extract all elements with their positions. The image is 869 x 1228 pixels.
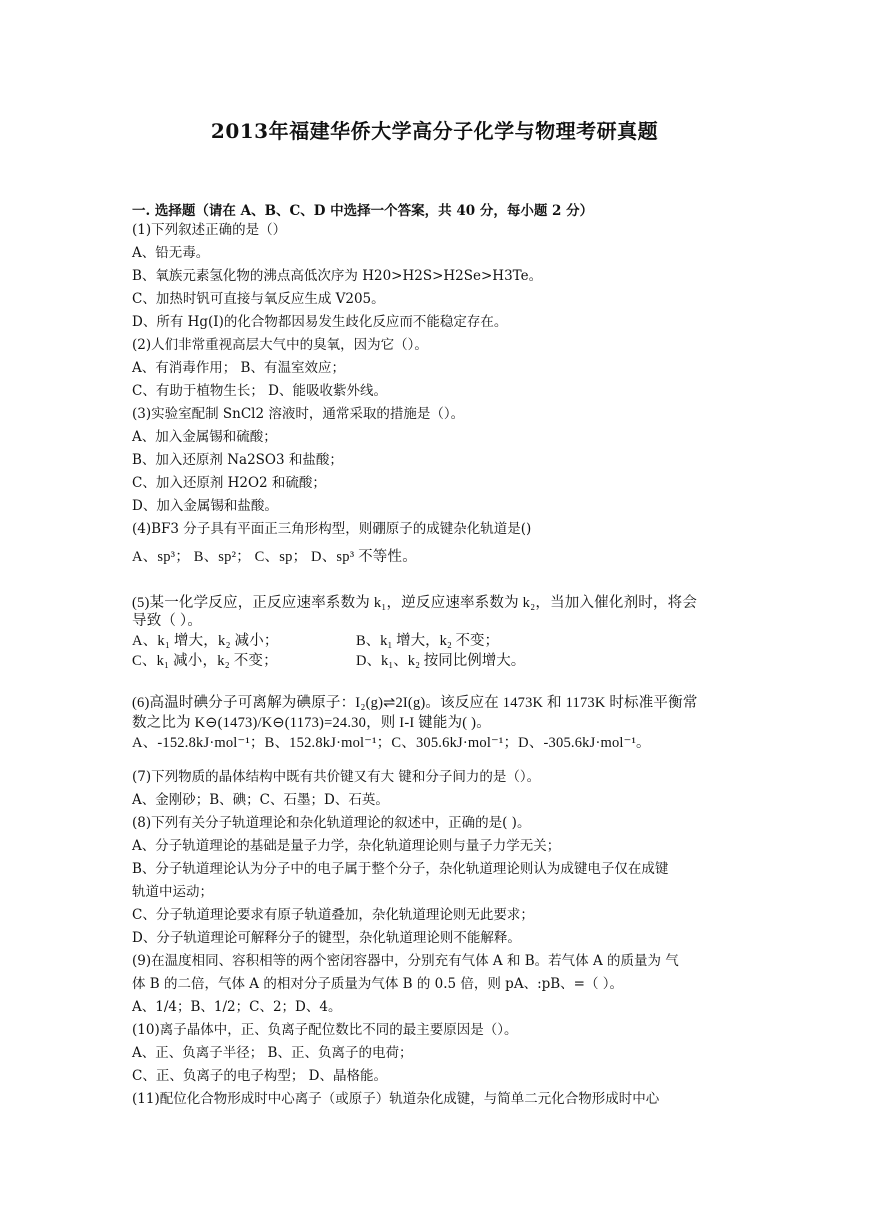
q6-options: A、-152.8kJ·mol⁻¹；B、152.8kJ·mol⁻¹；C、305.6kJ·mol⁻¹；D、-305.6kJ·mol⁻¹。 [132, 735, 651, 751]
q10-options-cd: C、正、负离子的电子构型； D、晶格能。 [132, 1068, 387, 1084]
q8-option-d: D、分子轨道理论可解释分子的键型，杂化轨道理论则不能解释。 [132, 930, 521, 946]
section-heading: 一. 选择题（请在 A、B、C、D 中选择一个答案，共 40 分，每小题 2 分） [132, 203, 594, 219]
q5-option-b: B、k₁ 增大，k₂ 不变； [356, 633, 500, 649]
q2-options-cd: C、有助于植物生长； D、能吸收紫外线。 [132, 383, 387, 399]
question-1: (1)下列叙述正确的是（） [132, 222, 287, 238]
question-9: (9)在温度相同、容积相等的两个密闭容器中，分别充有气体 A 和 B。若气体 A 的质量为 气 [132, 953, 679, 969]
q3-option-b: B、加入还原剂 Na2SO3 和盐酸； [132, 452, 343, 468]
q1-option-d: D、所有 Hg(Ⅰ)的化合物都因易发生歧化反应而不能稳定存在。 [132, 314, 508, 330]
q2-options-ab: A、有消毒作用； B、有温室效应； [132, 360, 345, 376]
q8-option-c: C、分子轨道理论要求有原子轨道叠加，杂化轨道理论则无此要求； [132, 907, 534, 923]
q7-options: A、金刚砂；B、碘；C、石墨；D、石英。 [132, 792, 389, 808]
question-7: (7)下列物质的晶体结构中既有共价键又有大 键和分子间力的是（）。 [132, 769, 541, 785]
q5-option-c: C、k₁ 减小，k₂ 不变； [132, 653, 278, 669]
question-10: (10)离子晶体中，正、负离子配位数比不同的最主要原因是（）。 [132, 1022, 518, 1038]
q5-option-a: A、k₁ 增大，k₂ 减小； [132, 633, 279, 649]
q8-option-a: A、分子轨道理论的基础是量子力学，杂化轨道理论则与量子力学无关； [132, 838, 561, 854]
document-title: 2013年福建华侨大学高分子化学与物理考研真题 [210, 119, 659, 143]
q4-options: A、sp³； B、sp²； C、sp； D、sp³ 不等性。 [132, 549, 417, 565]
q5-option-d: D、k₁、k₂ 按同比例增大。 [356, 653, 526, 669]
q8-option-b-cont: 轨道中运动； [132, 884, 213, 900]
question-5: (5)某一化学反应，正反应速率系数为 k₁，逆反应速率系数为 k₂，当加入催化剂时，将会 [132, 595, 698, 611]
question-5-cont: 导致（ ）。 [132, 613, 203, 629]
question-9-cont: 体 B 的二倍，气体 A 的相对分子质量为气体 B 的 0.5 倍，则 pA、:pB、=（ ）。 [132, 976, 624, 992]
q3-option-a: A、加入金属锡和硫酸； [132, 429, 277, 445]
question-3: (3)实验室配制 SnCl2 溶液时，通常采取的措施是（）。 [132, 406, 465, 422]
question-11: (11)配位化合物形成时中心离子（或原子）轨道杂化成键，与简单二元化合物形成时中心 [132, 1091, 660, 1107]
question-4: (4)BF3 分子具有平面正三角形构型，则硼原子的成键杂化轨道是() [132, 521, 532, 537]
q3-option-c: C、加入还原剂 H2O2 和硫酸； [132, 475, 326, 491]
q3-option-d: D、加入金属锡和盐酸。 [132, 498, 278, 514]
q1-option-b: B、氧族元素氢化物的沸点高低次序为 H20>H2S>H2Se>H3Te。 [132, 268, 543, 284]
question-6: (6)高温时碘分子可离解为碘原子：I₂(g)⇌2I(g)。该反应在 1473K 和 1173K 时标准平衡常 [132, 695, 698, 711]
q10-options-ab: A、正、负离子半径； B、正、负离子的电荷； [132, 1045, 413, 1061]
q9-options: A、1/4；B、1/2；C、2；D、4。 [132, 999, 342, 1015]
question-6-cont: 数之比为 K⊖(1473)/K⊖(1173)=24.30，则 I-I 键能为( )。 [132, 715, 491, 731]
q8-option-b: B、分子轨道理论认为分子中的电子属于整个分子，杂化轨道理论则认为成键电子仅在成键 [132, 861, 669, 877]
q1-option-a: A、铅无毒。 [132, 245, 210, 261]
question-2: (2)人们非常重视高层大气中的臭氧，因为它（）。 [132, 337, 428, 353]
q1-option-c: C、加热时钒可直接与氧反应生成 V205。 [132, 291, 385, 307]
question-8: (8)下列有关分子轨道理论和杂化轨道理论的叙述中，正确的是( )。 [132, 815, 531, 831]
